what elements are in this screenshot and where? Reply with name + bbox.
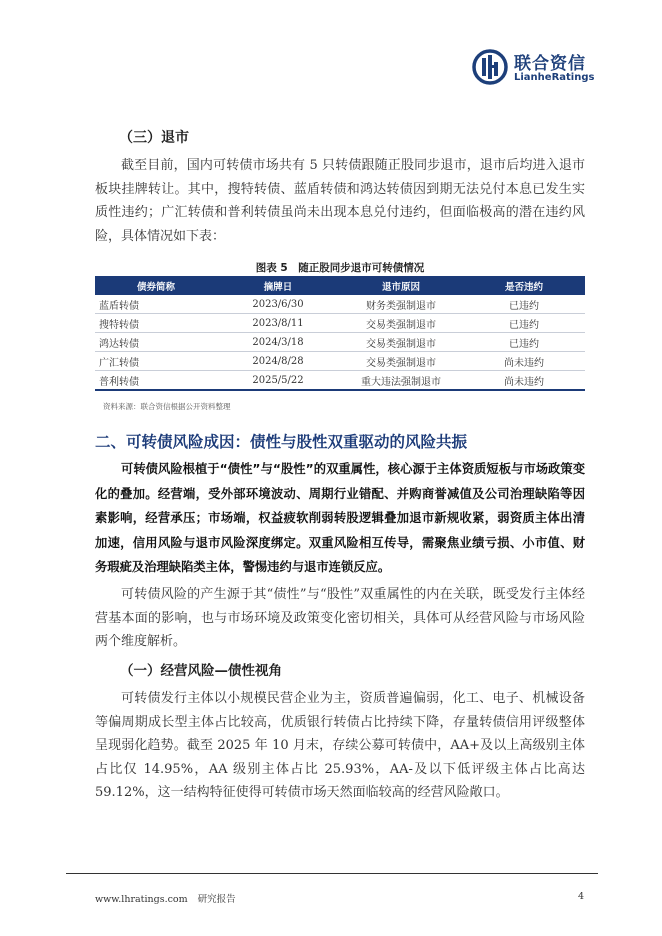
delisting-reason-cell: 财务类强制退市 <box>339 295 463 314</box>
risk-intro-paragraph: 可转债风险的产生源于其“债性”与“股性”双重属性的内在关联，既受发行主体经营基本面的影响，也与市场环境及政策变化密切相关，具体可从经营风险与市场风险两个维度解析。 <box>95 587 585 650</box>
table-title: 图表 5 随正股同步退市可转债情况 <box>255 262 425 274</box>
logo-chinese-name: 联合资信 <box>514 54 586 74</box>
section-heading-operating-risk: （一）经营风险—债性视角 <box>120 663 282 679</box>
delisting-reason-cell: 交易类强制退市 <box>339 352 463 371</box>
table-row <box>95 352 585 371</box>
section-heading-delisting: （三）退市 <box>119 130 189 146</box>
lianhe-logo-icon <box>472 49 508 85</box>
default-status-cell: 尚未违约 <box>463 371 585 391</box>
footer-website: www.lhratings.com <box>95 894 188 905</box>
delisting-reason-cell: 重大违法强制退市 <box>339 371 463 391</box>
table-row <box>95 314 585 333</box>
risk-summary-paragraph: 可转债风险根植于“债性”与“股性”的双重属性，核心源于主体资质短板与市场政策变化的叠加。经营端，受外部环境波动、周期行业错配、并购商誉减值及公司治理缺陷等因素影响，经营承压；市场端，权益疲软削弱转股逻辑叠加退市新规收紧，弱资质主体出清加速，信用风险与退市风险深度绑定。双重风险相互传导，需聚焦业绩亏损、小市值、财务瑕疵及治理缺陷类主体，警惕违约与退市连锁反应。 <box>95 462 585 575</box>
table-row <box>95 371 585 391</box>
column-header: 债券简称 <box>95 276 217 295</box>
footer-report-type: 研究报告 <box>197 894 236 905</box>
logo-english-name: LianheRatings <box>514 72 595 83</box>
delisting-date-cell: 2023/8/11 <box>217 314 339 333</box>
footer-info <box>95 891 236 905</box>
delisting-date-cell: 2025/5/22 <box>217 371 339 391</box>
delisted-bonds-table <box>95 276 585 391</box>
bond-name-cell: 广汇转债 <box>95 352 217 371</box>
bond-name-cell: 搜特转债 <box>95 314 217 333</box>
column-header: 摘牌日 <box>217 276 339 295</box>
table-header-row <box>95 276 585 295</box>
delisting-date-cell: 2023/6/30 <box>217 295 339 314</box>
column-header: 是否违约 <box>463 276 585 295</box>
delisting-reason-cell: 交易类强制退市 <box>339 333 463 352</box>
table-row <box>95 295 585 314</box>
default-status-cell: 已违约 <box>463 333 585 352</box>
delisting-date-cell: 2024/8/28 <box>217 352 339 371</box>
delisting-paragraph: 截至目前，国内可转债市场共有 5 只转债跟随正股同步退市，退市后均进入退市板块挂牌转让。其中，搜特转债、蓝盾转债和鸿达转债因到期无法兑付本息已发生实质性违约；广汇转债和普利转债虽尚未出现本息兑付违约，但面临极高的潜在违约风险，具体情况如下表： <box>95 158 585 244</box>
bond-name-cell: 普利转债 <box>95 371 217 391</box>
delisting-reason-cell: 交易类强制退市 <box>339 314 463 333</box>
default-status-cell: 已违约 <box>463 314 585 333</box>
column-header: 退市原因 <box>339 276 463 295</box>
section-heading-risk-causes: 二、可转债风险成因：债性与股性双重驱动的风险共振 <box>95 433 468 451</box>
footer-divider <box>66 873 598 874</box>
table-source-note: 资料来源：联合资信根据公开资料整理 <box>103 402 231 411</box>
bond-name-cell: 鸿达转债 <box>95 333 217 352</box>
delisting-date-cell: 2024/3/18 <box>217 333 339 352</box>
default-status-cell: 已违约 <box>463 295 585 314</box>
company-logo <box>472 47 602 91</box>
page-number: 4 <box>578 891 585 902</box>
operating-risk-paragraph: 可转债发行主体以小规模民营企业为主，资质普遍偏弱，化工、电子、机械设备等偏周期成长型主体占比较高，优质银行转债占比持续下降，存量转债信用评级整体呈现弱化趋势。截至 2025 年 10 月末，存续公募可转债中，AA+及以上高级别主体占比仅 14.95%，AA 级别主体占比 25.93%，AA-及以下低评级主体占比高达 59.12%，这一结构特征使得可转债市场天然面临较高的经营风险敞口。 <box>95 691 585 801</box>
table-row <box>95 333 585 352</box>
bond-name-cell: 蓝盾转债 <box>95 295 217 314</box>
default-status-cell: 尚未违约 <box>463 352 585 371</box>
